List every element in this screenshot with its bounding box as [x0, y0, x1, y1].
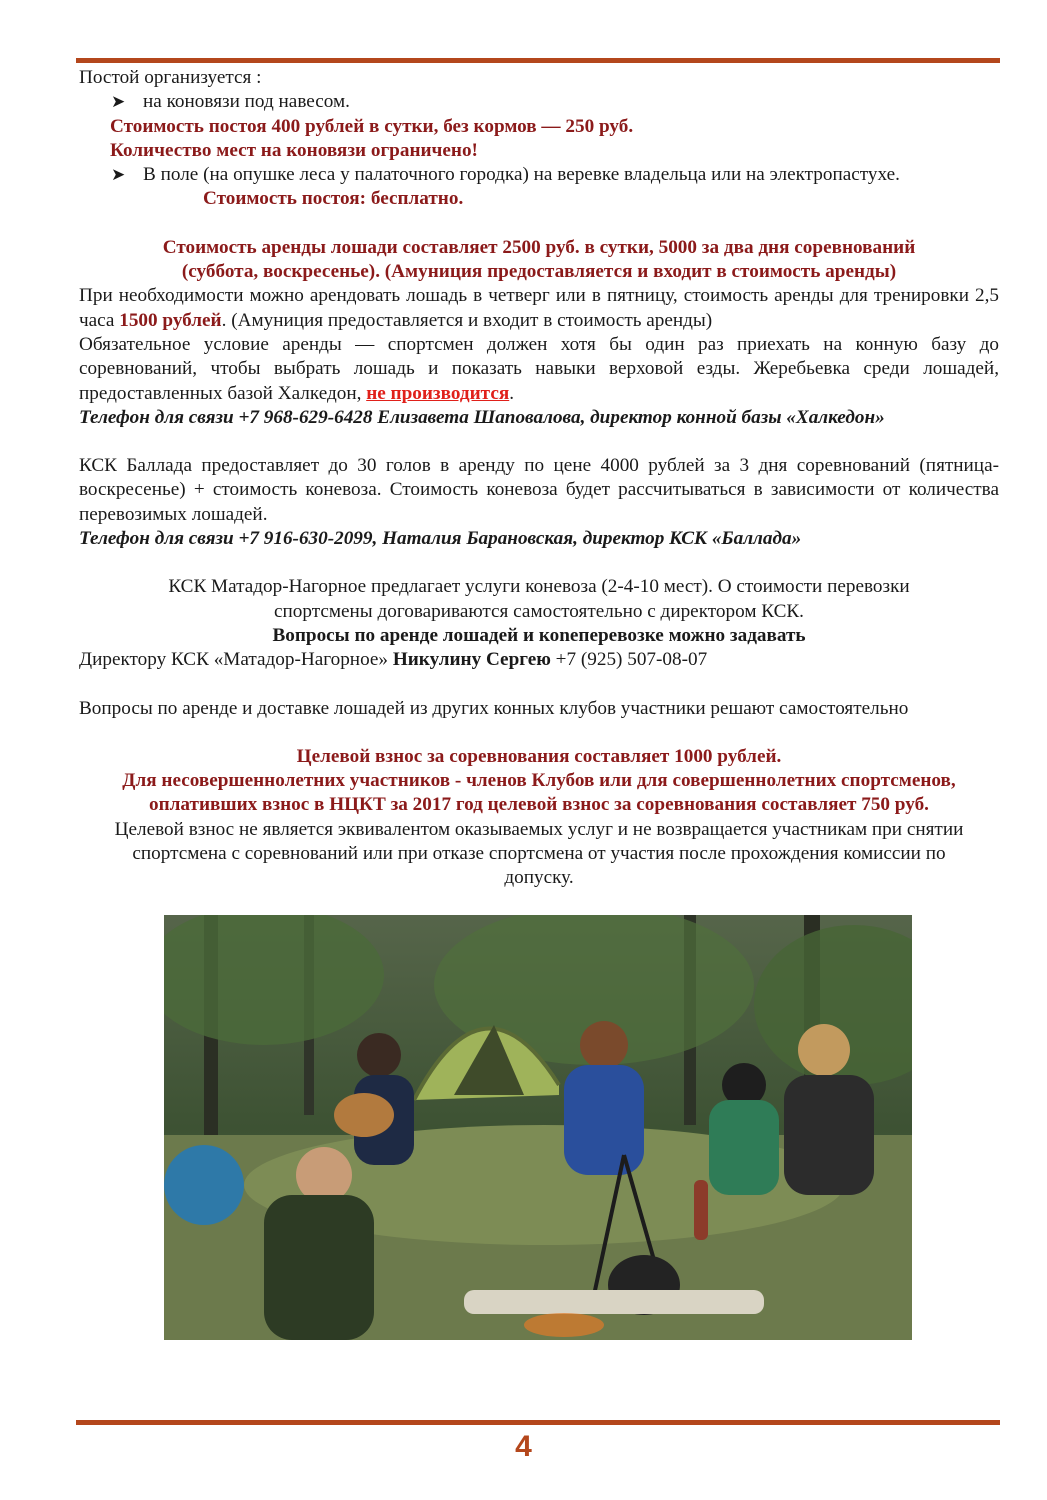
rent-price: 1500 рублей — [119, 309, 222, 331]
other-clubs-note: Вопросы по аренде и доставке лошадей из других конных клубов участники решают самостоятельно — [79, 697, 909, 719]
bottom-divider — [76, 1420, 1000, 1425]
rent-heading-line2: (суббота, воскресенье). (Амуниция предоставляется и входит в стоимость аренды) — [181, 261, 897, 283]
fee-discount: Для несовершеннолетних участников - членов Клубов или для совершеннолетних спортсменов, оплативших взнос в НЦКТ за 2017 год целевой взнос за соревнования составляет 750 руб. — [122, 770, 956, 816]
free-stand: Стоимость постоя: бесплатно. — [203, 188, 464, 210]
arrow-bullet-icon: ➤ — [111, 165, 126, 185]
bullet-item — [79, 163, 999, 187]
limited-notice: Количество мест на коновязи ограничено! — [110, 139, 478, 161]
bullet-item — [79, 90, 999, 114]
fee-note: Целевой взнос не является эквивалентом оказываемых услуг и не возвращается участникам при снятии спортсмена с соревнований или при отказе спортсмена от участия после прохождения комиссии по допуску. — [114, 818, 964, 889]
matador-line2: спортсмены договариваются самостоятельно с директором КСК. — [274, 600, 804, 622]
bullet-text: В поле (на опушке леса у палаточного городка) на веревке владельца или на электропастухе. — [143, 164, 900, 186]
rent-heading-line1: Стоимость аренды лошади составляет 2500 руб. в сутки, 5000 за два дня соревнований — [162, 236, 916, 258]
contact-phone-halkedon: Телефон для связи +7 968-629-6428 Елизавета Шаповалова, директор конной базы «Халкедон» — [79, 406, 885, 428]
page-number: 4 — [515, 1430, 532, 1463]
matador-line1: КСК Матадор-Нагорное предлагает услуги коневоза (2-4-10 мест). О стоимости перевозки — [168, 576, 910, 598]
arrow-bullet-icon: ➤ — [111, 92, 126, 112]
top-divider — [76, 58, 1000, 63]
questions-heading: Вопросы по аренде лошадей и коneперевозке можно задавать — [272, 624, 806, 646]
condition-paragraph: Обязательное условие аренды — спортсмен должен хотя бы один раз приехать на конную базу до соревнований, чтобы выбрать лошадь и показать навыки верховой езды. Жеребьевка среди лошадей, предоставленных базой Халкедон, не производится. — [79, 333, 999, 404]
director-contact: Директору КСК «Матадор-Нагорное» Никулину Сергею +7 (925) 507-08-07 — [79, 649, 708, 671]
fee-heading: Целевой взнос за соревнования составляет 1000 рублей. — [296, 745, 782, 767]
stand-cost: Стоимость постоя 400 рублей в сутки, без кормов — 250 руб. — [110, 115, 634, 137]
contact-phone-ballada: Телефон для связи +7 916-630-2099, Наталия Барановская, директор КСК «Баллада» — [79, 528, 802, 550]
ballada-paragraph: КСК Баллада предоставляет до 30 голов в аренду по цене 4000 рублей за 3 дня соревнований (пятница-воскресенье) + стоимость коневоза. Стоимость коневоза будет рассчитываться в зависимости от количества перевозимых лошадей. — [79, 455, 999, 525]
intro-text: Постой организуется : — [79, 67, 262, 88]
campfire-photo — [164, 915, 912, 1340]
bullet-text: на коновязи под навесом. — [143, 91, 350, 113]
rent-paragraph: При необходимости можно арендовать лошадь в четверг или в пятницу, стоимость аренды для тренировки 2,5 часа 1500 рублей. (Амуниция предоставляется и входит в стоимость аренды) — [79, 285, 999, 331]
director-name: Никулину Сергею — [392, 649, 551, 671]
not-performed-text: не производится — [366, 382, 510, 404]
page-content — [79, 66, 999, 891]
